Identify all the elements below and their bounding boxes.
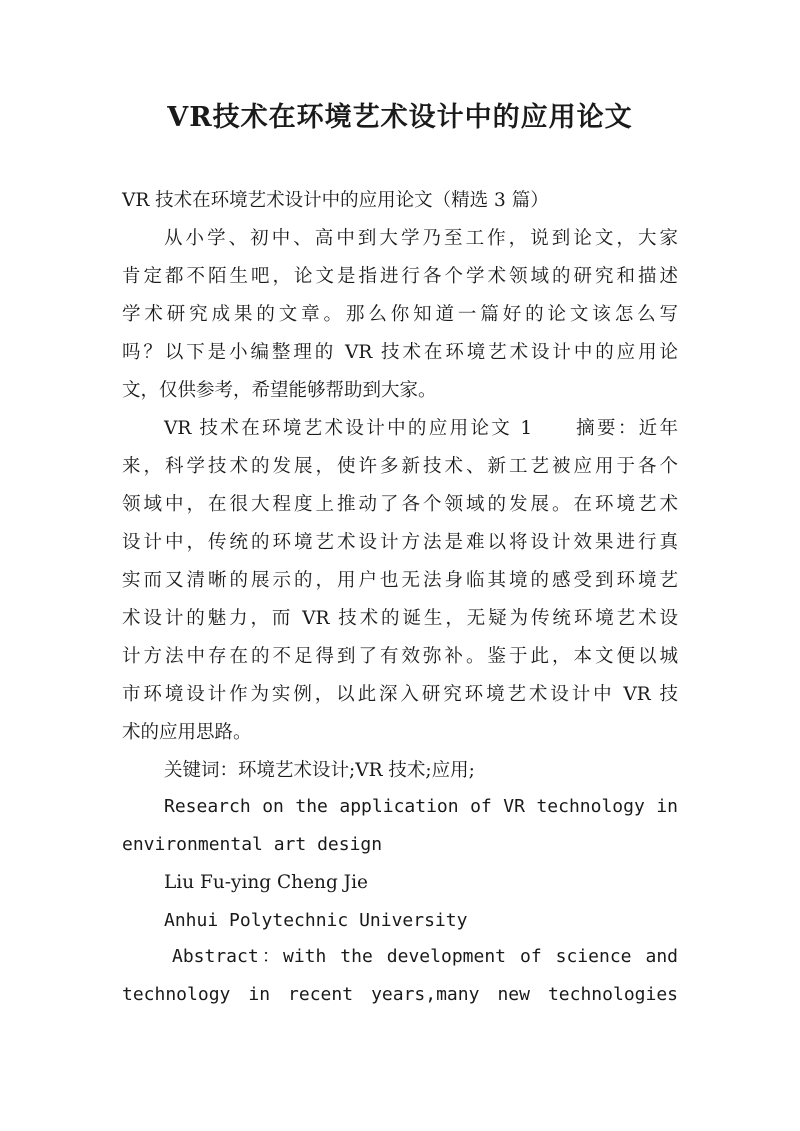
subtitle-line: VR 技术在环境艺术设计中的应用论文（精选 3 篇） [122,190,549,211]
paragraph-line: 从小学、初中、高中到大学乃至工作，说到论文，大家 [164,228,678,249]
paragraph-line: 设计中，传统的环境艺术设计方法是难以将设计效果进行真 [122,532,678,553]
keywords-line: 关键词：环境艺术设计;VR 技术;应用; [164,760,475,781]
paragraph-line: 领域中，在很大程度上推动了各个领域的发展。在环境艺术 [122,494,678,515]
paragraph-line: 术设计的魅力，而 VR 技术的诞生，无疑为传统环境艺术设 [122,608,678,629]
paragraph-line: 术的应用思路。 [122,722,252,743]
english-title-line: environmental art design [122,834,383,855]
english-title-line: Research on the application of VR technology in [164,796,678,817]
abstract-line: technology in recent years,many new technologies [122,984,678,1005]
affiliation-line: Anhui Polytechnic University [164,910,468,931]
paragraph-line: VR 技术在环境艺术设计中的应用论文 1 摘要：近年 [164,418,678,439]
abstract-line: Abstract：with the development of science and [172,946,678,967]
paragraph-line: 来，科学技术的发展，使许多新技术、新工艺被应用于各个 [122,456,678,477]
paragraph-line: 文，仅供参考，希望能够帮助到大家。 [122,380,437,401]
authors-line: Liu Fu-ying Cheng Jie [164,872,368,893]
paragraph-line: 学术研究成果的文章。那么你知道一篇好的论文该怎么写 [122,304,678,325]
paragraph-line: 市环境设计作为实例，以此深入研究环境艺术设计中 VR 技 [122,684,678,705]
paragraph-line: 实而又清晰的展示的，用户也无法身临其境的感受到环境艺 [122,570,678,591]
paragraph-line: 吗？以下是小编整理的 VR 技术在环境艺术设计中的应用论 [122,342,678,363]
paragraph-line: 计方法中存在的不足得到了有效弥补。鉴于此，本文便以城 [122,646,678,667]
document-title: VR技术在环境艺术设计中的应用论文 [167,102,633,133]
paragraph-line: 肯定都不陌生吧，论文是指进行各个学术领域的研究和描述 [122,266,678,287]
